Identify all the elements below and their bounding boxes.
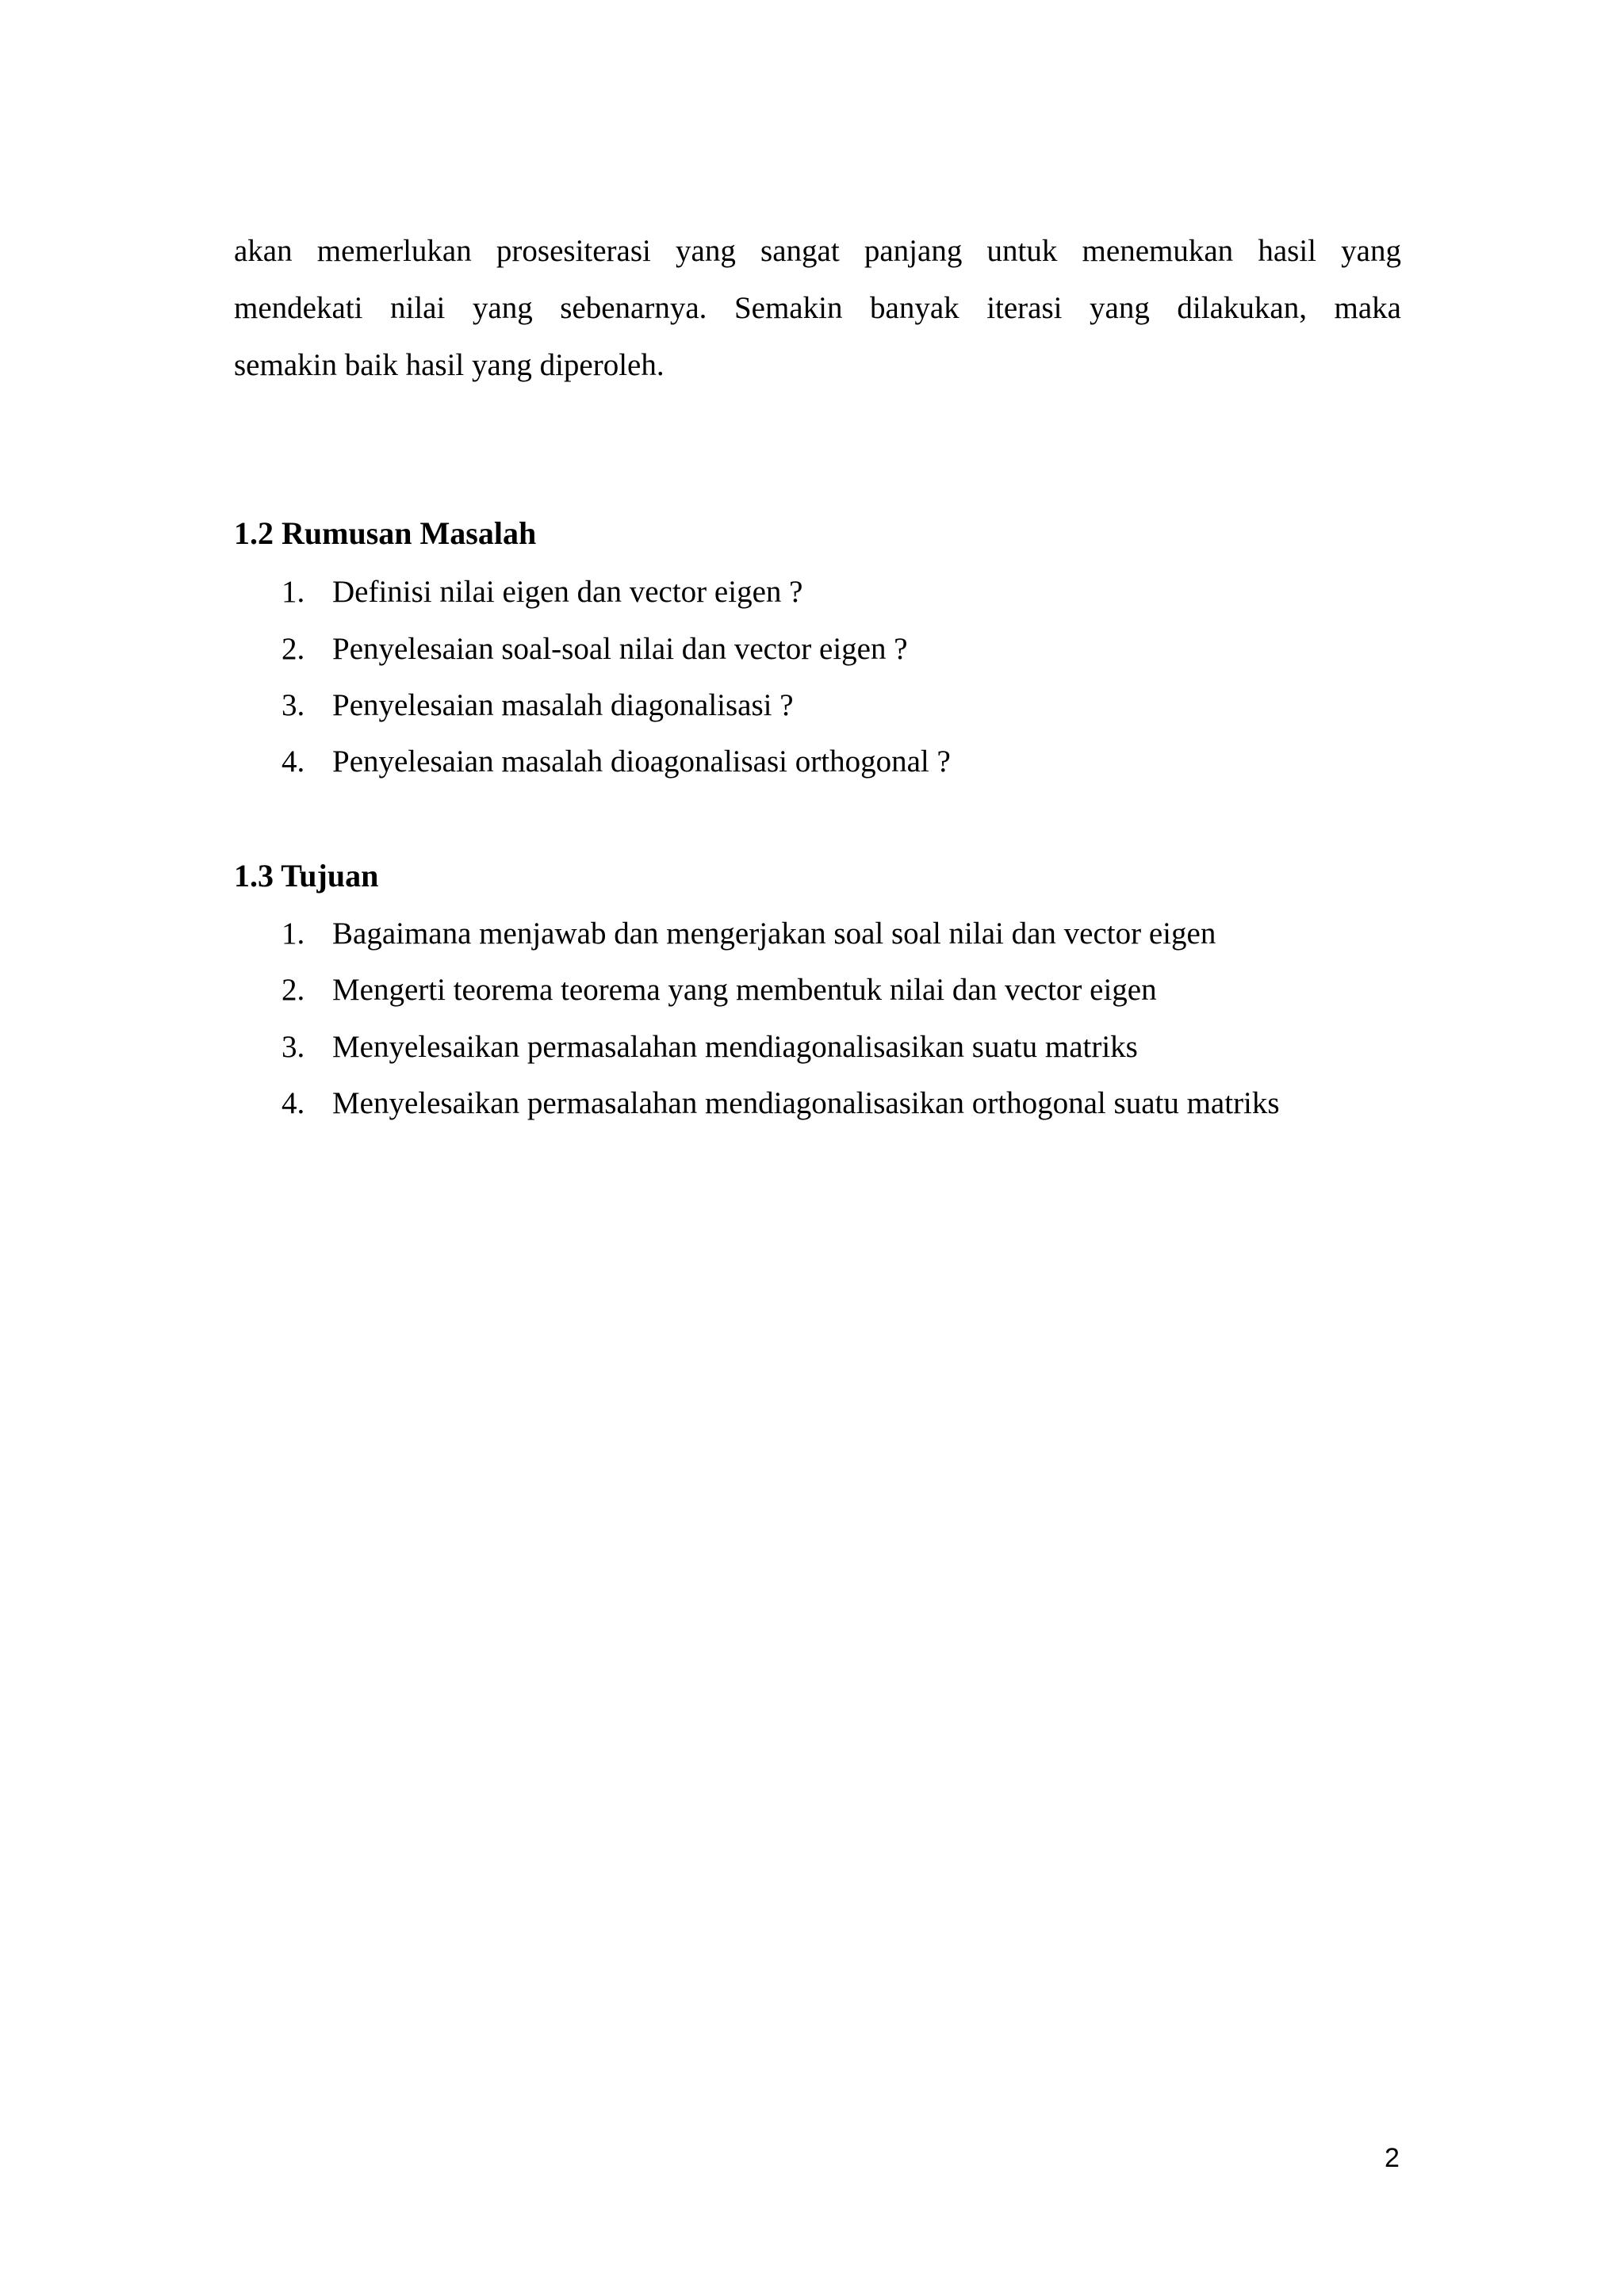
rumusan-list-item	[282, 572, 802, 612]
tujuan-list-item	[282, 914, 1216, 954]
section-heading-rumusan-masalah: 1.2 Rumusan Masalah	[234, 515, 537, 551]
tujuan-list-item	[282, 1027, 1138, 1067]
list-text: Penyelesaian soal-soal nilai dan vector eigen ?	[332, 632, 908, 666]
section-heading-tujuan: 1.3 Tujuan	[234, 858, 379, 894]
list-number: 1.	[282, 916, 305, 951]
rumusan-list-item	[282, 742, 951, 782]
rumusan-list-item	[282, 629, 908, 669]
list-number: 1.	[282, 575, 305, 609]
list-text: Definisi nilai eigen dan vector eigen ?	[332, 575, 803, 609]
rumusan-list-item	[282, 686, 794, 725]
intro-line-1: akan memerlukan prosesiterasi yang sangat panjang untuk menemukan hasil yang	[234, 234, 1401, 268]
tujuan-list-item	[282, 1084, 1280, 1123]
page-number: 2	[1385, 2143, 1400, 2173]
list-number: 4.	[282, 744, 305, 779]
list-text: Bagaimana menjawab dan mengerjakan soal soal nilai dan vector eigen	[332, 916, 1216, 951]
list-text: Mengerti teorema teorema yang membentuk nilai dan vector eigen	[332, 973, 1157, 1007]
list-number: 2.	[282, 973, 305, 1007]
list-number: 3.	[282, 688, 305, 722]
tujuan-list-item	[282, 970, 1157, 1010]
intro-line-2: mendekati nilai yang sebenarnya. Semakin banyak iterasi yang dilakukan, maka	[234, 291, 1401, 325]
list-number: 3.	[282, 1030, 305, 1064]
intro-line-3: semakin baik hasil yang diperoleh.	[234, 348, 665, 382]
list-number: 2.	[282, 632, 305, 666]
list-text: Penyelesaian masalah diagonalisasi ?	[332, 688, 794, 722]
list-number: 4.	[282, 1086, 305, 1120]
list-text: Penyelesaian masalah dioagonalisasi orthogonal ?	[332, 744, 951, 779]
list-text: Menyelesaikan permasalahan mendiagonalisasikan orthogonal suatu matriks	[332, 1086, 1280, 1120]
list-text: Menyelesaikan permasalahan mendiagonalisasikan suatu matriks	[332, 1030, 1138, 1064]
